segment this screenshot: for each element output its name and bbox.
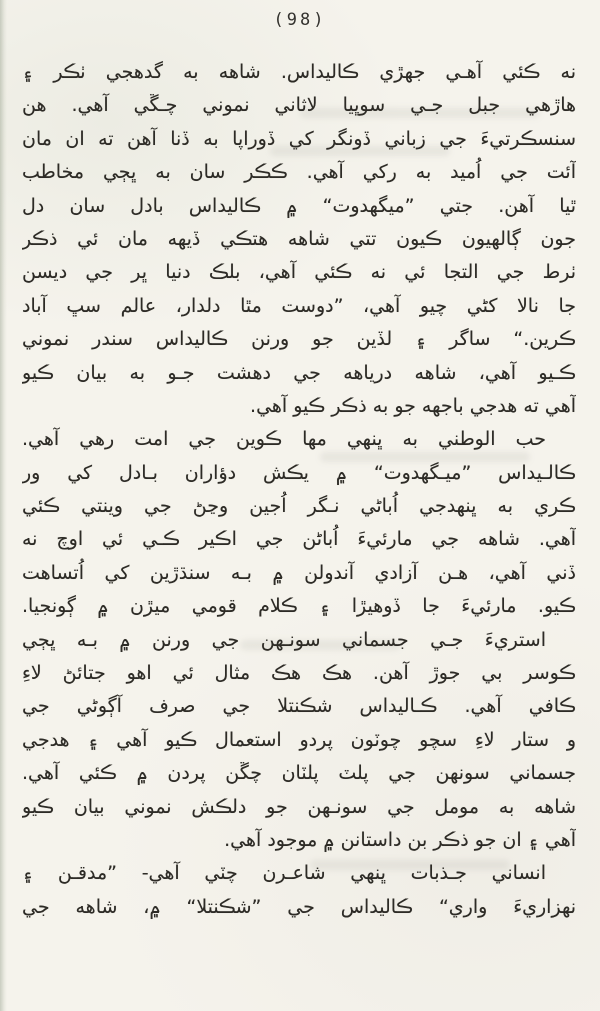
text-line: جسماني سونهن جي پلٽ پلٽان چڱن پردن ۾ ڪئي آهي.: [22, 762, 576, 785]
paragraph: [22, 624, 576, 858]
text-line: شاهه به مومل جي سونـهن جو دلڪش نموني بيان ڪيو: [22, 795, 576, 818]
paragraph: [22, 56, 576, 423]
scan-edge-artifact: [0, 0, 7, 1011]
text-line: نه ڪئي آهـي جهڙي ڪاليداس. شاهه به گدهجي ٺڪر ۽: [22, 61, 576, 83]
text-line: ڪالـيداس ”ميـگهدوت“ ۾ يڪش دؤاران بـادل کي ور: [22, 461, 576, 484]
text-line: ڪوسر بي جوڙ آهن. هڪ هڪ مثال ئي اهو جتائڻ لاءِ: [22, 662, 576, 685]
text-line: ڪافي آهي. ڪـاليداس شڪنتلا جي صرف آڳوڻي جي: [22, 695, 576, 718]
text-line: ٺرط جي التجا ئي نه ڪئي آهي، بلڪ دنيا ڀر جي ديسن: [22, 261, 576, 284]
text-line: و ستار لاءِ سچو چوٽون پردو استعمال ڪيو آهي ۽ هدجي: [22, 728, 576, 751]
text-line: حب الوطني به ڀنهي مها ڪوين جي امت رهي آهي.: [22, 428, 546, 451]
paragraph: [22, 857, 576, 924]
text-line: سنسڪرتيءَ جي زباني ڏونگر کي ڏوراپا به ڏنا آهن ته ان مان: [22, 127, 576, 150]
text-line: هاڙهي جبل جـي سوڀيا لاثاني نموني چـڱي آهي. هن: [22, 94, 576, 117]
paragraph: [22, 423, 576, 623]
text-line: ڪري به ڀنهدجي اُباڻي نـگر اُجين وڃڻ جي وينتي ڪئي: [22, 495, 576, 518]
text-line: انساني جـذبات ڀنهي شاعـرن چٽي آهي- ”مدقـن ۽: [22, 862, 546, 885]
page-number: (98): [273, 10, 327, 30]
text-block: [22, 56, 576, 924]
text-line: ٿيا آهن. جتي ”ميگهدوت“ ۾ ڪاليداس بادل سان دل: [22, 194, 576, 217]
text-line: آهي. شاهه جي مارئيءَ اُباڻن جي اڪير ڪـي ئي اوچ نه: [22, 528, 576, 551]
text-line: ڏني آهي، هـن آزادي آندولن ۾ بـه سنڌڙين کي اُتساهت: [22, 561, 576, 584]
text-line: آهي ته هدجي باجهه جو به ذڪر ڪيو آهي.: [250, 394, 576, 417]
text-line: ڪـيو آهي، شاهه درياهه جي دهشت جـو به بيان ڪيو: [22, 361, 576, 384]
text-line: نهزاريءَ واري“ ڪاليداس جي ”شڪنتلا“ ۾، شاهه جي: [22, 895, 576, 918]
text-line: ڪرين.“ ساگر ۽ لڏين جو ورنن ڪاليداس سندر نموني: [22, 328, 576, 351]
text-line: آئت جي اُميد به رکي آهي. ڪڪر سان به ڀڄي مخاطب: [22, 161, 576, 184]
text-line: جا نالا کڻي چيو آهي، ”دوست مٿا دلدار، عالم سڀ آباد: [22, 294, 576, 317]
text-line: جون ڳالهيون ڪيون تتي شاهه هتڪي ڏيهه مان ئي ذڪر: [22, 227, 576, 250]
text-line: ڪيو. مارئيءَ جا ڏوهيڙا ۽ ڪلام قومي ميڙن ۾ ڳونجيا.: [22, 595, 576, 618]
text-line: آهي ۽ ان جو ذڪر بن داستانن ۾ موجود آهي.: [224, 828, 576, 851]
text-line: استريءَ جـي جسماني سونـهن جي ورنن ۾ بـه ڀڄي: [22, 628, 546, 651]
